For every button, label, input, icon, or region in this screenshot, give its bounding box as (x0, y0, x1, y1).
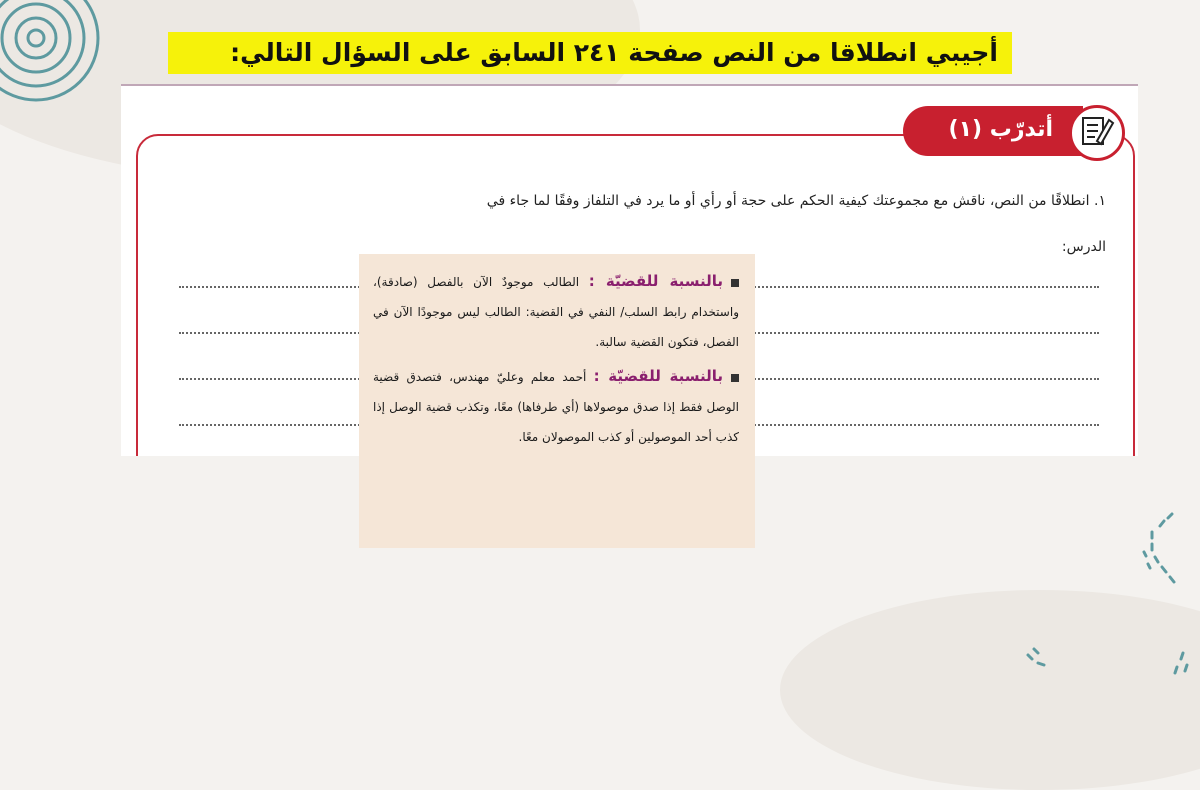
excerpt-heading: بالنسبة للقضيّة : (593, 367, 723, 385)
slide-title: أجيبي انطلاقا من النص صفحة ٢٤١ السابق على السؤال التالي: (168, 32, 1012, 74)
bullet-icon (731, 374, 739, 382)
question-line-2: الدرس: (1061, 239, 1106, 255)
spiral-decoration (0, 0, 108, 110)
dash-decoration (1138, 512, 1188, 592)
dash-decoration (1165, 645, 1195, 675)
background-blob-bottom (780, 590, 1200, 790)
bullet-icon (731, 279, 739, 287)
dash-decoration (1022, 645, 1062, 675)
excerpt-text: الطالب موجودٌ الآن بالفصل (صادقة)، واستخدام رابط السلب/ النفي في القضية: الطالب ليس موجودًا الآن في الفصل، فتكون القضية سالبة. (373, 275, 739, 349)
question-line-1: ١. انطلاقًا من النص، ناقش مع مجموعتك كيفية الحكم على حجة أو رأي أو ما يرد في التلفاز وفقًا لما جاء في (486, 193, 1106, 209)
excerpt-heading: بالنسبة للقضيّة : (588, 272, 723, 290)
exercise-badge: أتدرّب (١) (903, 106, 1083, 156)
lesson-excerpt-box (359, 254, 755, 548)
excerpt-text: أحمد معلم وعليّ مهندس، فتصدق قضية الوصل فقط إذا صدق موصولاها (أي طرفاها) معًا، وتكذب قضية الوصل إذا كذب أحد الموصولين أو كذب الموصولان معًا. (373, 370, 739, 444)
excerpt-item (373, 266, 739, 357)
pencil-paper-icon (1081, 114, 1115, 150)
excerpt-item (373, 361, 739, 452)
